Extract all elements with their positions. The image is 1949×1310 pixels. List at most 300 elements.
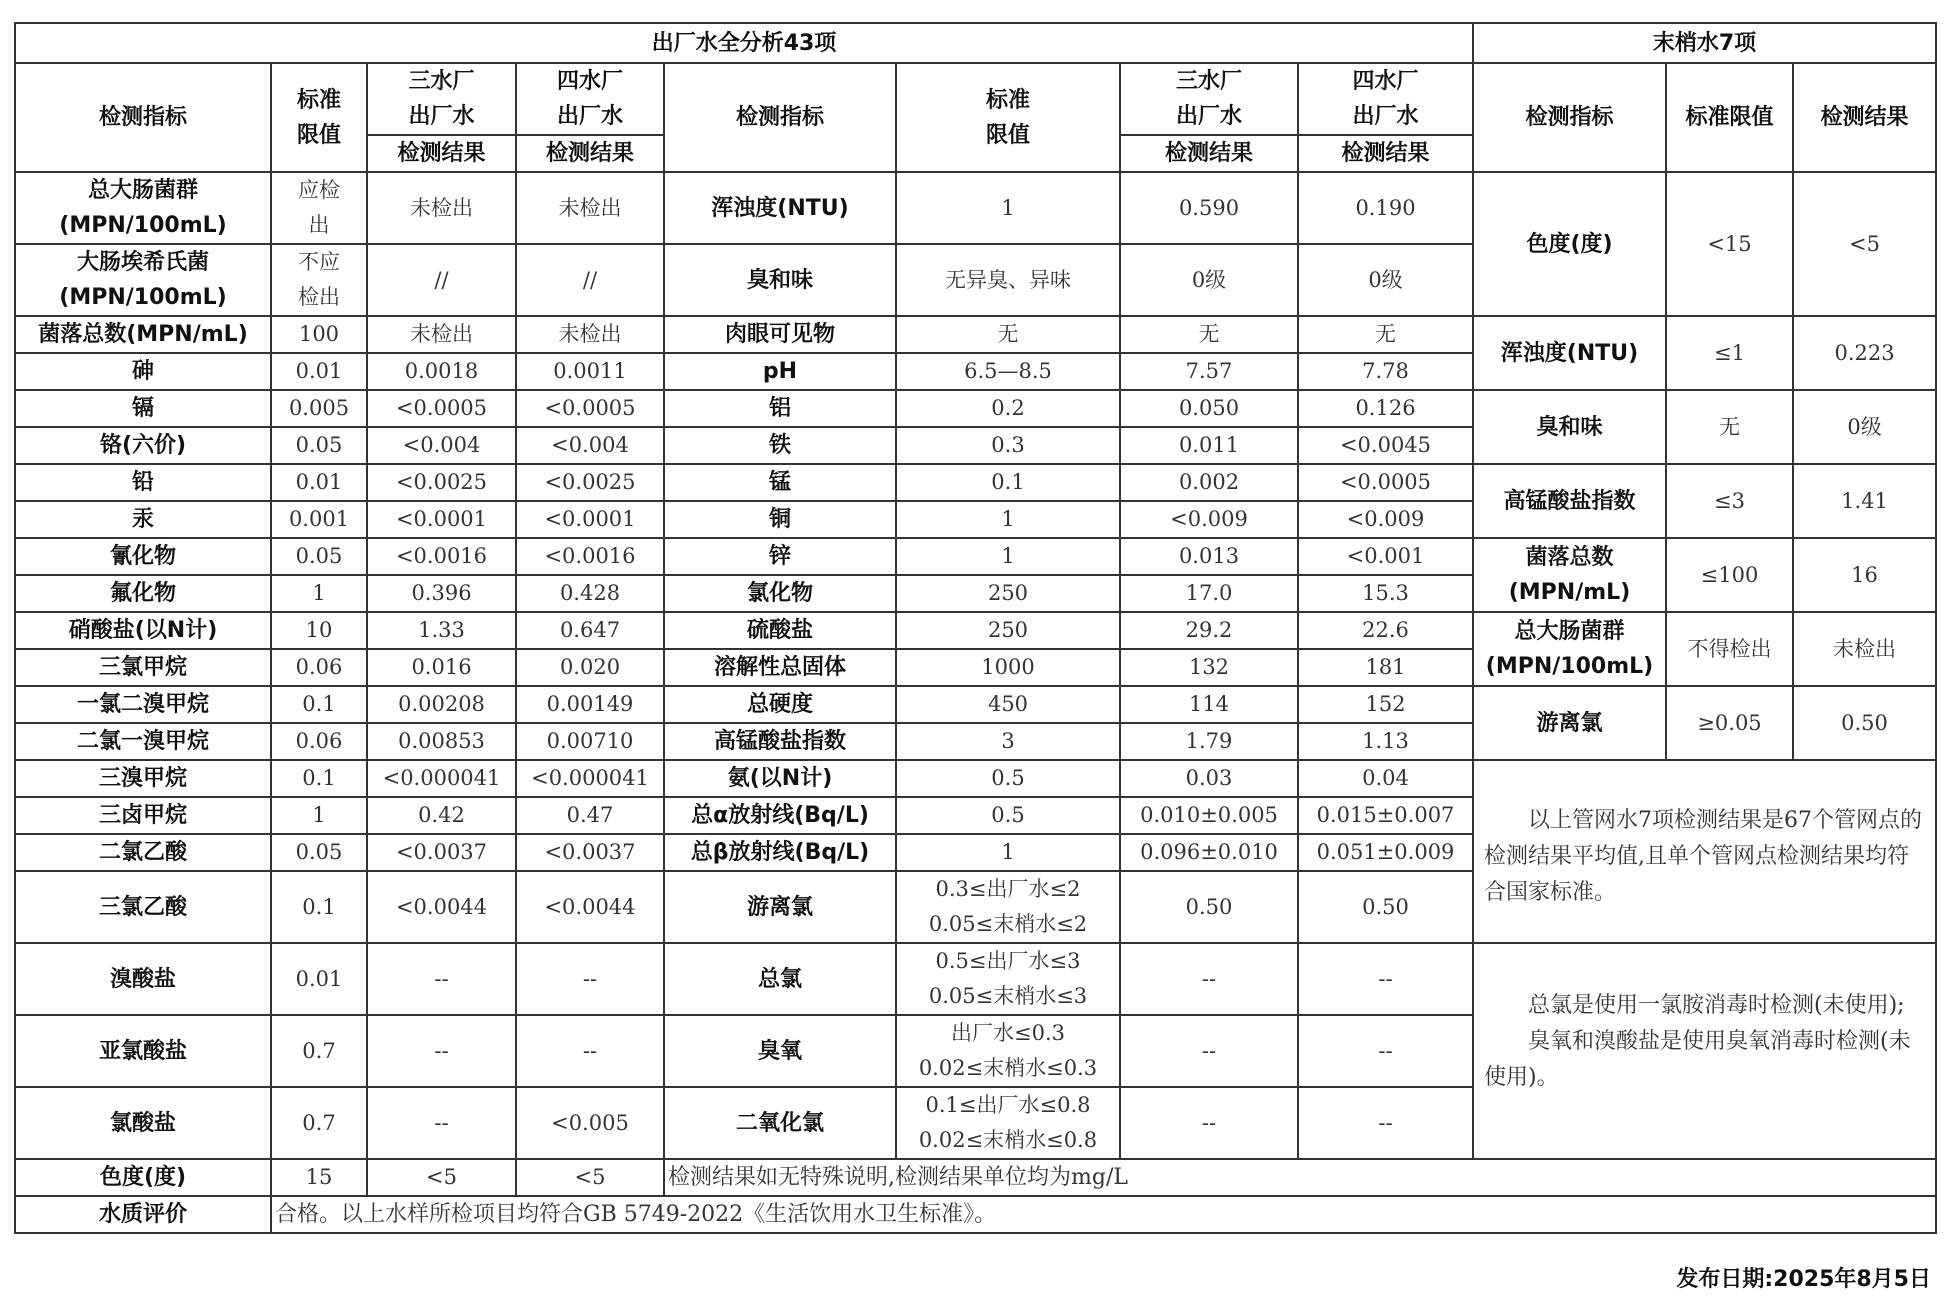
indicator-name: 浑浊度(NTU)	[664, 172, 896, 244]
standard-limit	[271, 760, 367, 797]
factory-water-section-title: 出厂水全分析43项	[15, 23, 1473, 63]
text-line: 镉	[131, 396, 154, 421]
indicator-name	[15, 575, 271, 612]
plant3-result: 0.0018	[367, 353, 516, 390]
plant3-result: <0.0016	[367, 538, 516, 575]
text-line: 氰化物	[109, 544, 176, 569]
text-line: (MPN/100mL)	[59, 285, 227, 310]
tap-indicator-name	[1473, 316, 1666, 390]
indicator-name: 锌	[664, 538, 896, 575]
table-row	[15, 390, 1936, 427]
standard-limit	[896, 649, 1120, 686]
plant4-result: 0.00149	[516, 686, 664, 723]
indicator-name: 游离氯	[664, 871, 896, 943]
plant3-result: 132	[1120, 649, 1298, 686]
standard-limit	[271, 464, 367, 501]
plant4-result: 无	[1298, 316, 1473, 353]
plant4-result: <0.009	[1298, 501, 1473, 538]
plant4-result: 0.015±0.007	[1298, 797, 1473, 834]
text-line: 0.06	[295, 729, 343, 753]
text-line: 0.5	[991, 803, 1025, 827]
standard-limit	[271, 686, 367, 723]
text-line: 三水厂	[1175, 69, 1242, 94]
plant4-result: 15.3	[1298, 575, 1473, 612]
indicator-name	[15, 427, 271, 464]
plant3-result: --	[1120, 1015, 1298, 1087]
text-line: 0.1	[302, 692, 336, 716]
plant3-result: <0.0025	[367, 464, 516, 501]
plant3-result: //	[367, 244, 516, 316]
text-line: 0.02≤末梢水≤0.3	[918, 1056, 1098, 1080]
standard-limit	[271, 1015, 367, 1087]
plant4-result: 22.6	[1298, 612, 1473, 649]
standard-limit	[271, 797, 367, 834]
plant4-result: 0级	[1298, 244, 1473, 316]
plant4-result: 1.13	[1298, 723, 1473, 760]
text-line: 不应	[298, 250, 340, 274]
text-line: 1000	[981, 655, 1035, 679]
tap-indicator-name	[1473, 390, 1666, 464]
standard-limit	[271, 871, 367, 943]
standard-limit	[896, 797, 1120, 834]
standard-limit	[896, 390, 1120, 427]
tap-header-result: 检测结果	[1793, 63, 1936, 172]
standard-limit	[271, 427, 367, 464]
plant4-result: 0.428	[516, 575, 664, 612]
standard-limit	[896, 686, 1120, 723]
standard-limit	[896, 612, 1120, 649]
indicator-name	[15, 834, 271, 871]
plant3-result: 0.010±0.005	[1120, 797, 1298, 834]
indicator-name: 肉眼可见物	[664, 316, 896, 353]
tap-indicator-name	[1473, 172, 1666, 316]
plant4-result: 181	[1298, 649, 1473, 686]
col-header-result: 检测结果	[516, 135, 664, 172]
plant3-result: 0.016	[367, 649, 516, 686]
col-header-indicator-2: 检测指标	[664, 63, 896, 172]
plant4-result: 0.00710	[516, 723, 664, 760]
tap-standard-limit: ≤100	[1666, 538, 1793, 612]
plant4-result: --	[1298, 943, 1473, 1015]
plant4-result: 7.78	[1298, 353, 1473, 390]
standard-limit	[271, 172, 367, 244]
unit-remark: 检测结果如无特殊说明,检测结果单位均为mg/L	[664, 1159, 1936, 1196]
text-line: 高锰酸盐指数	[1503, 488, 1636, 514]
plant4-result: 未检出	[516, 172, 664, 244]
text-line: 0.05≤末梢水≤3	[928, 984, 1088, 1008]
plant3-result: 0.011	[1120, 427, 1298, 464]
indicator-name	[15, 538, 271, 575]
standard-limit	[896, 575, 1120, 612]
text-line: 亚氯酸盐	[98, 1038, 187, 1064]
text-line: 100	[298, 322, 340, 346]
indicator-name	[15, 686, 271, 723]
col-header-result: 检测结果	[1298, 135, 1473, 172]
plant4-result: <0.000041	[516, 760, 664, 797]
text-line: 一氯二溴甲烷	[76, 692, 209, 717]
plant4-result: --	[516, 1015, 664, 1087]
note-text: 以上管网水7项检测结果是67个管网点的检测结果平均值,且单个管网点检测结果均符合国家标准。	[1484, 808, 1922, 905]
plant3-result: 0.396	[367, 575, 516, 612]
plant3-result: 0.42	[367, 797, 516, 834]
text-line: 0.005	[288, 396, 350, 420]
text-line: 限值	[985, 122, 1030, 148]
standard-limit	[271, 1087, 367, 1159]
text-line: 0.3	[991, 433, 1025, 457]
indicator-name	[15, 871, 271, 943]
text-line: 砷	[131, 359, 154, 384]
text-line: 出厂水	[1352, 104, 1419, 129]
plant4-result: 0.47	[516, 797, 664, 834]
plant4-result: 0.647	[516, 612, 664, 649]
col-header-result: 检测结果	[367, 135, 516, 172]
tap-result: 16	[1793, 538, 1936, 612]
plant4-result: 152	[1298, 686, 1473, 723]
plant3-result: 0.096±0.010	[1120, 834, 1298, 871]
text-line: 应检	[298, 178, 340, 202]
col-header-plant4	[516, 63, 664, 135]
plant4-result: --	[516, 943, 664, 1015]
plant4-result: <5	[516, 1159, 664, 1196]
plant4-result: --	[1298, 1015, 1473, 1087]
standard-limit	[271, 501, 367, 538]
plant4-result: <0.004	[516, 427, 664, 464]
text-line: 10	[305, 618, 333, 642]
plant3-result: 未检出	[367, 316, 516, 353]
plant3-result: --	[367, 1087, 516, 1159]
text-line: 铬(六价)	[99, 433, 187, 458]
standard-limit	[896, 834, 1120, 871]
text-line: 0.01	[295, 966, 343, 991]
tap-result: 1.41	[1793, 464, 1936, 538]
text-line: 标准	[296, 87, 341, 113]
disinfection-note	[1473, 943, 1936, 1159]
text-line: 1	[1001, 840, 1015, 864]
tap-result: 未检出	[1793, 612, 1936, 686]
indicator-name	[15, 353, 271, 390]
text-line: 二氯乙酸	[98, 840, 187, 865]
text-line: 铅	[131, 470, 154, 495]
plant3-result: 1.79	[1120, 723, 1298, 760]
indicator-name	[15, 649, 271, 686]
plant4-result: <0.0001	[516, 501, 664, 538]
water-quality-report	[14, 22, 1935, 1234]
text-line: 四水厂	[556, 69, 623, 94]
indicator-name	[15, 612, 271, 649]
table-row	[15, 943, 1936, 1015]
tap-indicator-name	[1473, 464, 1666, 538]
standard-limit	[271, 943, 367, 1015]
tap-header-limit: 标准限值	[1666, 63, 1793, 172]
standard-limit	[896, 172, 1120, 244]
plant4-result: 0.020	[516, 649, 664, 686]
text-line: 检出	[298, 285, 340, 309]
indicator-name	[15, 723, 271, 760]
text-line: 1	[1001, 544, 1015, 568]
text-line: 出厂水	[1175, 104, 1242, 129]
plant3-result: 17.0	[1120, 575, 1298, 612]
text-line: 0.05	[295, 433, 343, 457]
text-line: 出	[308, 213, 330, 237]
text-line: (MPN/mL)	[1508, 580, 1631, 605]
indicator-name: 二氧化氯	[664, 1087, 896, 1159]
text-line: 氟化物	[109, 581, 176, 606]
table-row	[15, 1159, 1936, 1196]
standard-limit	[271, 244, 367, 316]
table-row	[15, 63, 1936, 135]
text-line: 0.7	[302, 1110, 336, 1135]
indicator-name: 臭氧	[664, 1015, 896, 1087]
standard-limit	[896, 760, 1120, 797]
standard-limit	[896, 244, 1120, 316]
text-line: 二氯一溴甲烷	[76, 729, 209, 754]
indicator-name: 总氯	[664, 943, 896, 1015]
plant3-result: <5	[367, 1159, 516, 1196]
indicator-name	[15, 1087, 271, 1159]
text-line: 氯酸盐	[109, 1110, 176, 1136]
text-line: 0.3≤出厂水≤2	[935, 877, 1081, 901]
col-header-indicator: 检测指标	[15, 63, 271, 172]
standard-limit	[896, 723, 1120, 760]
indicator-name	[15, 1015, 271, 1087]
text-line: (MPN/100mL)	[59, 213, 227, 238]
plant4-result: 0.190	[1298, 172, 1473, 244]
plant3-result: 0.03	[1120, 760, 1298, 797]
plant4-result: <0.0044	[516, 871, 664, 943]
table-row	[15, 464, 1936, 501]
text-line: 硝酸盐(以N计)	[68, 618, 218, 643]
standard-limit	[271, 612, 367, 649]
tap-result: <5	[1793, 172, 1936, 316]
col-header-plant3	[367, 63, 516, 135]
indicator-name: 高锰酸盐指数	[664, 723, 896, 760]
col-header-limit-2	[896, 63, 1120, 172]
text-line: 450	[987, 692, 1029, 716]
text-line: 0.1	[302, 766, 336, 790]
plant3-result: --	[1120, 943, 1298, 1015]
indicator-name: 总硬度	[664, 686, 896, 723]
plant3-result: 0.00208	[367, 686, 516, 723]
standard-limit	[896, 871, 1120, 943]
plant3-result: --	[367, 1015, 516, 1087]
note-text: 臭氧和溴酸盐是使用臭氧消毒时检测(未使用)。	[1484, 1029, 1911, 1090]
text-line: 臭和味	[1536, 414, 1603, 440]
indicator-name	[15, 244, 271, 316]
standard-limit	[271, 723, 367, 760]
evaluation-text: 合格。以上水样所检项目均符合GB 5749-2022《生活饮用水卫生标准》。	[271, 1196, 1936, 1233]
plant3-result: 1.33	[367, 612, 516, 649]
plant4-result: 未检出	[516, 316, 664, 353]
plant4-result: 0.50	[1298, 871, 1473, 943]
text-line: 0.05	[295, 544, 343, 568]
plant3-result: 0级	[1120, 244, 1298, 316]
col-header-limit	[271, 63, 367, 172]
plant4-result: <0.005	[516, 1087, 664, 1159]
plant3-result: <0.009	[1120, 501, 1298, 538]
tap-standard-limit: ≤1	[1666, 316, 1793, 390]
plant3-result: 0.002	[1120, 464, 1298, 501]
text-line: 无	[997, 322, 1019, 346]
standard-limit	[271, 353, 367, 390]
text-line: 出厂水	[556, 104, 623, 129]
standard-limit	[271, 575, 367, 612]
table-row	[15, 686, 1936, 723]
text-line: 0.1	[991, 470, 1025, 494]
tap-indicator-name	[1473, 612, 1666, 686]
plant3-result: 114	[1120, 686, 1298, 723]
tap-indicator-name	[1473, 686, 1666, 760]
standard-limit	[271, 834, 367, 871]
text-line: 6.5—8.5	[964, 359, 1052, 383]
text-line: 0.01	[295, 359, 343, 383]
standard-limit: 15	[271, 1159, 367, 1196]
text-line: 0.06	[295, 655, 343, 679]
text-line: 限值	[296, 122, 341, 148]
water-quality-table	[14, 22, 1937, 1234]
text-line: 出厂水≤0.3	[951, 1021, 1065, 1045]
text-line: 无异臭、异味	[945, 267, 1071, 292]
indicator-name: 总β放射线(Bq/L)	[664, 834, 896, 871]
text-line: 3	[1001, 729, 1015, 753]
plant3-result: <0.0001	[367, 501, 516, 538]
plant4-result: 0.126	[1298, 390, 1473, 427]
plant4-result: //	[516, 244, 664, 316]
indicator-name: pH	[664, 353, 896, 390]
plant4-result: <0.0045	[1298, 427, 1473, 464]
text-line: 1	[312, 803, 326, 827]
table-row	[15, 172, 1936, 244]
plant3-result: 无	[1120, 316, 1298, 353]
indicator-name	[15, 760, 271, 797]
text-line: 色度(度)	[1526, 231, 1613, 257]
text-line: 总大肠菌群	[87, 178, 198, 203]
text-line: 0.05≤末梢水≤2	[928, 912, 1088, 936]
text-line: 三水厂	[408, 69, 475, 94]
standard-limit	[896, 943, 1120, 1015]
indicator-name: 铁	[664, 427, 896, 464]
table-row	[15, 612, 1936, 649]
standard-limit	[271, 538, 367, 575]
text-line: 250	[987, 618, 1029, 642]
plant4-result: <0.0037	[516, 834, 664, 871]
publish-date: 发布日期:2025年8月5日	[1676, 1267, 1931, 1292]
plant4-result: <0.0016	[516, 538, 664, 575]
indicator-name: 氯化物	[664, 575, 896, 612]
col-header-plant4-2	[1298, 63, 1473, 135]
text-line: 菌落总数	[1525, 545, 1614, 570]
plant3-result: 29.2	[1120, 612, 1298, 649]
tap-water-section-title: 末梢水7项	[1473, 23, 1936, 63]
text-line: 游离氯	[1536, 710, 1603, 736]
text-line: 总大肠菌群	[1514, 619, 1625, 644]
tap-standard-limit: ≥0.05	[1666, 686, 1793, 760]
text-line: 标准	[985, 87, 1030, 113]
text-line: 1	[312, 581, 326, 605]
standard-limit	[896, 1015, 1120, 1087]
text-line: 四水厂	[1352, 69, 1419, 94]
note-text: 总氯是使用一氯胺消毒时检测(未使用);	[1528, 993, 1905, 1018]
indicator-name	[15, 501, 271, 538]
indicator-name	[15, 943, 271, 1015]
plant4-result: <0.0005	[1298, 464, 1473, 501]
text-line: 出厂水	[408, 104, 475, 129]
tap-indicator-name	[1473, 538, 1666, 612]
plant4-result: 0.0011	[516, 353, 664, 390]
indicator-name: 硫酸盐	[664, 612, 896, 649]
standard-limit	[896, 464, 1120, 501]
table-row	[15, 1196, 1936, 1233]
text-line: 0.05	[295, 840, 343, 864]
indicator-name	[15, 797, 271, 834]
plant3-result: 0.50	[1120, 871, 1298, 943]
indicator-name: 锰	[664, 464, 896, 501]
plant3-result: 0.050	[1120, 390, 1298, 427]
col-header-result: 检测结果	[1120, 135, 1298, 172]
text-line: 0.5≤出厂水≤3	[935, 949, 1081, 973]
text-line: 0.5	[991, 766, 1025, 790]
standard-limit	[271, 649, 367, 686]
text-line: 浑浊度(NTU)	[1500, 340, 1639, 366]
tap-water-note	[1473, 760, 1936, 943]
standard-limit	[896, 316, 1120, 353]
col-header-plant3-2	[1120, 63, 1298, 135]
plant3-result: 7.57	[1120, 353, 1298, 390]
plant4-result: <0.0025	[516, 464, 664, 501]
tap-standard-limit: 无	[1666, 390, 1793, 464]
plant3-result: 0.00853	[367, 723, 516, 760]
indicator-name: 溶解性总固体	[664, 649, 896, 686]
text-line: 250	[987, 581, 1029, 605]
text-line: 0.02≤末梢水≤0.8	[918, 1128, 1098, 1152]
text-line: 溴酸盐	[109, 966, 176, 992]
text-line: 三氯乙酸	[98, 894, 187, 920]
tap-header-indicator: 检测指标	[1473, 63, 1666, 172]
tap-result: 0级	[1793, 390, 1936, 464]
plant4-result: 0.04	[1298, 760, 1473, 797]
text-line: 汞	[131, 507, 154, 532]
indicator-name: 总α放射线(Bq/L)	[664, 797, 896, 834]
table-row	[15, 23, 1936, 63]
text-line: 三溴甲烷	[98, 766, 187, 791]
table-row	[15, 538, 1936, 575]
plant3-result: 未检出	[367, 172, 516, 244]
standard-limit	[896, 1087, 1120, 1159]
text-line: 大肠埃希氏菌	[76, 250, 209, 275]
text-line: 0.1≤出厂水≤0.8	[925, 1093, 1091, 1117]
indicator-name: 铜	[664, 501, 896, 538]
text-line: 0.001	[288, 507, 350, 531]
text-line: 1	[1001, 507, 1015, 531]
text-line: 三卤甲烷	[98, 803, 187, 828]
indicator-name	[15, 390, 271, 427]
text-line: 菌落总数(MPN/mL)	[38, 322, 248, 347]
tap-standard-limit: ≤3	[1666, 464, 1793, 538]
plant4-result: 0.051±0.009	[1298, 834, 1473, 871]
text-line: 0.01	[295, 470, 343, 494]
tap-result: 0.50	[1793, 686, 1936, 760]
indicator-name	[15, 316, 271, 353]
indicator-name: 铝	[664, 390, 896, 427]
standard-limit	[896, 538, 1120, 575]
standard-limit	[896, 501, 1120, 538]
text-line: 三氯甲烷	[98, 655, 187, 680]
tap-standard-limit: 不得检出	[1666, 612, 1793, 686]
standard-limit	[271, 390, 367, 427]
indicator-name	[15, 172, 271, 244]
tap-result: 0.223	[1793, 316, 1936, 390]
text-line: 0.2	[991, 396, 1025, 420]
plant3-result: <0.0044	[367, 871, 516, 943]
